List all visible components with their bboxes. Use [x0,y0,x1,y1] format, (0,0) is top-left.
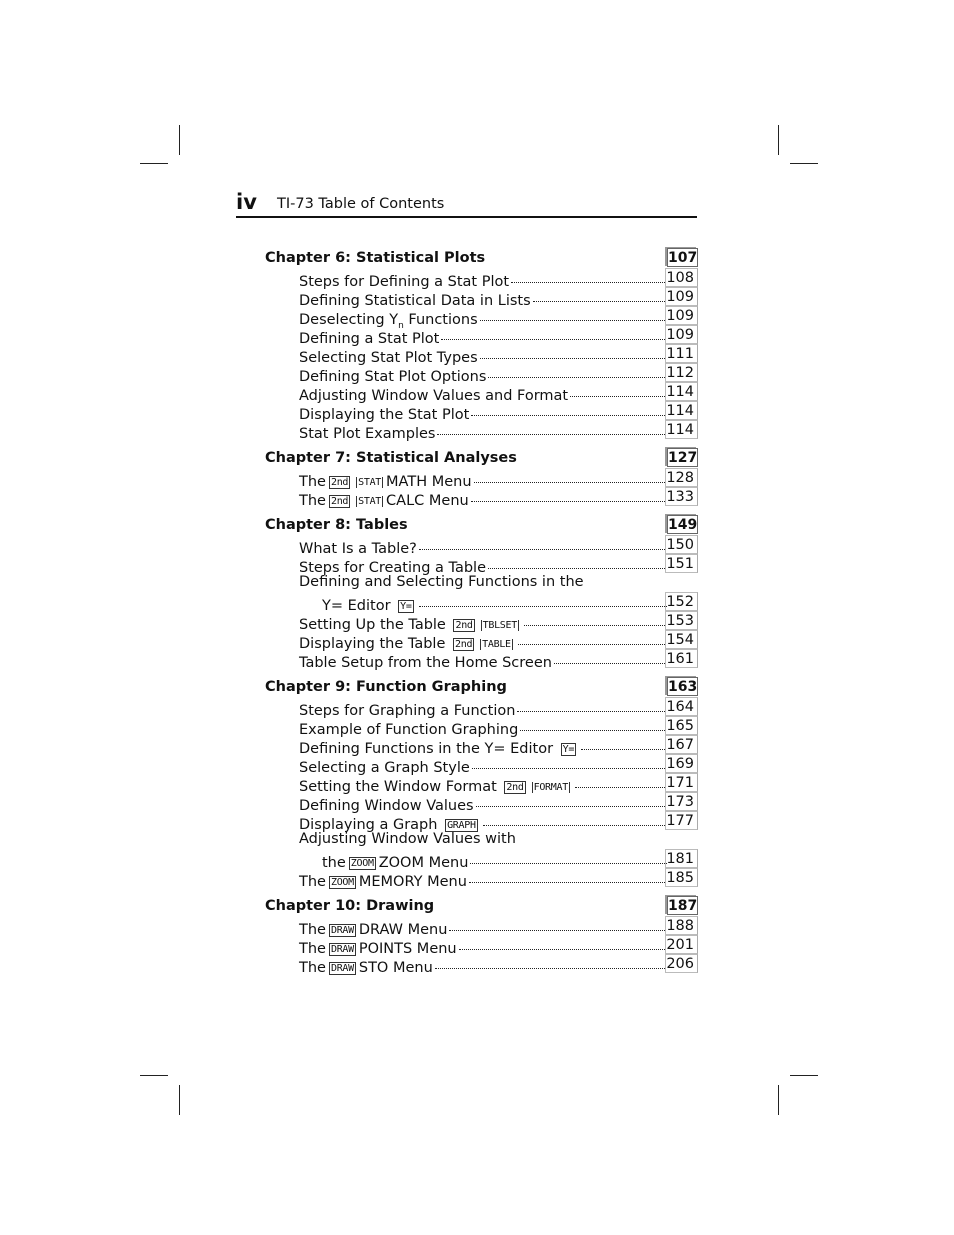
dot-leader [469,865,665,883]
entry-page-number: 150 [665,535,698,554]
crop-mark [778,1085,779,1115]
dot-leader [533,284,665,302]
toc-entry[interactable] [265,811,699,833]
dot-leader [511,265,665,283]
entry-page-number: 114 [665,420,698,439]
chapter-section [265,247,699,442]
chapter-page-number: 127 [668,450,698,466]
entry-page-number: 114 [665,382,698,401]
calculator-second-function-icon: TABLE [482,639,511,650]
entry-text-part: MATH Menu [386,474,472,490]
toc-entry-label [299,492,469,511]
crop-mark [140,1075,168,1076]
dot-leader [517,694,665,712]
entry-page-number: 165 [665,716,698,735]
entry-page-number: 201 [665,935,698,954]
dot-leader [480,341,665,359]
entry-text-part: What Is a Table? [299,541,417,557]
dot-leader [472,751,665,769]
chapter-title: Chapter 7: Statistical Analyses [265,450,517,466]
chapter-page-number: 163 [668,679,698,695]
dot-leader [437,417,665,435]
calculator-key-icon: ZOOM [350,858,374,869]
calculator-key-icon: DRAW [330,944,354,955]
entry-page-number: 188 [665,916,698,935]
calculator-second-function-icon: STAT [358,477,382,488]
entry-page-number: 173 [665,792,698,811]
entry-text-part: DRAW Menu [358,922,448,938]
entry-text-part: Defining Stat Plot Options [299,369,487,385]
chapter-page-number: 107 [668,250,698,266]
entry-page-number: 169 [665,754,698,773]
entry-text-part: STO Menu [358,960,433,976]
entry-text-part: CALC Menu [386,493,469,509]
toc-entry[interactable] [265,420,699,442]
chapter-page-number: 187 [668,898,698,914]
toc-entry-text [299,868,665,890]
chapter-title: Chapter 9: Function Graphing [265,679,507,695]
entry-page-number: 161 [665,649,698,668]
dot-leader [480,303,665,321]
calculator-key-icon: Y= [400,601,412,612]
entry-text-part: The [299,922,326,938]
dot-leader [419,589,667,607]
entry-text-part: The [299,960,326,976]
entry-text-part: Defining Statistical Data in Lists [299,293,531,309]
crop-mark [778,125,779,155]
entry-text-part: Table Setup from the Home Screen [299,655,552,671]
entry-text-part: Displaying the Table [299,636,450,652]
dot-leader [419,532,665,550]
entry-text-part: Defining and Selecting Functions in the [299,574,584,590]
subscript-text: n [398,320,404,331]
calculator-second-function-icon: FORMAT [533,782,568,793]
entry-page-number: 153 [665,611,698,630]
toc-entry-label [299,873,467,892]
calculator-key-icon: DRAW [330,963,354,974]
entry-text-part: Steps for Defining a Stat Plot [299,274,510,290]
entry-text-part: The [299,874,326,890]
chapter-title: Chapter 8: Tables [265,517,408,533]
entry-page-number: 177 [665,811,698,830]
entry-text-part: Selecting Stat Plot Types [299,350,478,366]
chapter-section [265,676,699,890]
dot-leader [524,608,665,626]
crop-mark [790,1075,818,1076]
dot-leader [471,484,665,502]
dot-leader [471,398,665,416]
toc-entry-label [299,425,435,444]
toc-entry-label [299,959,433,978]
chapter-title: Chapter 10: Drawing [265,898,435,914]
calculator-key-icon: ZOOM [330,877,354,888]
calculator-second-function-icon: TBLSET [482,620,517,631]
entry-text-part: Y= Editor [322,598,396,614]
dot-leader [441,322,665,340]
entry-page-number: 152 [665,592,698,611]
calculator-key-icon: 2nd [330,477,349,488]
entry-page-number: 109 [665,325,698,344]
page-number: iv [236,190,257,214]
chapter-page-number: 149 [668,517,698,533]
calculator-key-icon: 2nd [330,496,349,507]
toc-entry[interactable] [265,487,699,509]
calculator-key-icon: 2nd [455,639,473,650]
toc-entry-text [299,554,665,576]
entry-page-number: 181 [665,849,698,868]
entry-text-part: The [299,941,326,957]
chapter-section [265,447,699,509]
dot-leader [554,646,665,664]
entry-text-part: The [299,474,326,490]
dot-leader [518,627,665,645]
dot-leader [488,551,665,569]
entry-text-part: Adjusting Window Values with [299,831,516,847]
entry-text-part: Setting the Window Format [299,779,502,795]
entry-text-part: Defining Window Values [299,798,474,814]
toc-entry-label [299,654,552,673]
dot-leader [459,932,665,950]
dot-leader [520,713,665,731]
chapter-section [265,514,699,671]
dot-leader [488,360,665,378]
entry-text-part: Stat Plot Examples [299,426,436,442]
entry-text-part: Steps for Creating a Table [299,560,487,576]
dot-leader [435,951,665,969]
calculator-second-function-icon: STAT [358,496,382,507]
entry-text-part: Setting Up the Table [299,617,451,633]
toc-entry-text [299,954,665,976]
dot-leader [449,913,665,931]
toc-entry[interactable] [265,868,699,890]
entry-page-number: 171 [665,773,698,792]
dot-leader [581,732,665,750]
entry-text-part: POINTS Menu [358,941,457,957]
entry-text-part: the [322,855,346,871]
crop-mark [179,1085,180,1115]
calculator-key-icon: Y= [562,744,575,755]
entry-page-number: 185 [665,868,698,887]
dot-leader [474,465,665,483]
calculator-key-icon: DRAW [330,925,354,936]
entry-text-part: Functions [403,312,478,328]
dot-leader [470,846,667,864]
dot-leader [575,770,665,788]
entry-page-number: 167 [665,735,698,754]
entry-page-number: 206 [665,954,698,973]
toc-entry[interactable] [265,554,699,576]
entry-page-number: 109 [665,306,698,325]
crop-mark [140,163,168,164]
entry-text-part: ZOOM Menu [378,855,469,871]
entry-text-part: Steps for Graphing a Function [299,703,516,719]
entry-text-part: Example of Function Graphing [299,722,519,738]
dot-leader [570,379,665,397]
page-header [236,190,697,218]
toc-entry[interactable] [265,649,699,671]
entry-text-part: Defining a Stat Plot [299,331,440,347]
entry-page-number: 133 [665,487,698,506]
entry-page-number: 154 [665,630,698,649]
table-of-contents [265,247,699,981]
entry-page-number: 164 [665,697,698,716]
entry-page-number: 128 [665,468,698,487]
entry-page-number: 151 [665,554,698,573]
entry-page-number: 112 [665,363,698,382]
entry-page-number: 111 [665,344,698,363]
entry-text-part: Displaying the Stat Plot [299,407,470,423]
calculator-key-icon: GRAPH [447,820,476,831]
dot-leader [476,789,665,807]
crop-mark [790,163,818,164]
calculator-key-icon: 2nd [455,620,473,631]
chapter-title: Chapter 6: Statistical Plots [265,250,486,266]
entry-text-part: Defining Functions in the Y= Editor [299,741,558,757]
entry-text-part: MEMORY Menu [358,874,467,890]
toc-entry-text [299,487,665,509]
toc-entry-text [299,649,665,671]
entry-text-part: Deselecting Y [299,312,399,328]
entry-page-number: 108 [665,268,698,287]
page-title: TI-73 Table of Contents [277,196,445,212]
entry-text-part: Selecting a Graph Style [299,760,470,776]
crop-mark [179,125,180,155]
toc-entry-text [299,420,665,442]
toc-entry[interactable] [265,954,699,976]
entry-page-number: 114 [665,401,698,420]
entry-text-part: Displaying a Graph [299,817,443,833]
dot-leader [483,808,665,826]
entry-text-part: The [299,493,326,509]
entry-page-number: 109 [665,287,698,306]
calculator-key-icon: 2nd [506,782,524,793]
chapter-section [265,895,699,976]
entry-text-part: Adjusting Window Values and Format [299,388,569,404]
toc-entry-text [299,811,665,833]
